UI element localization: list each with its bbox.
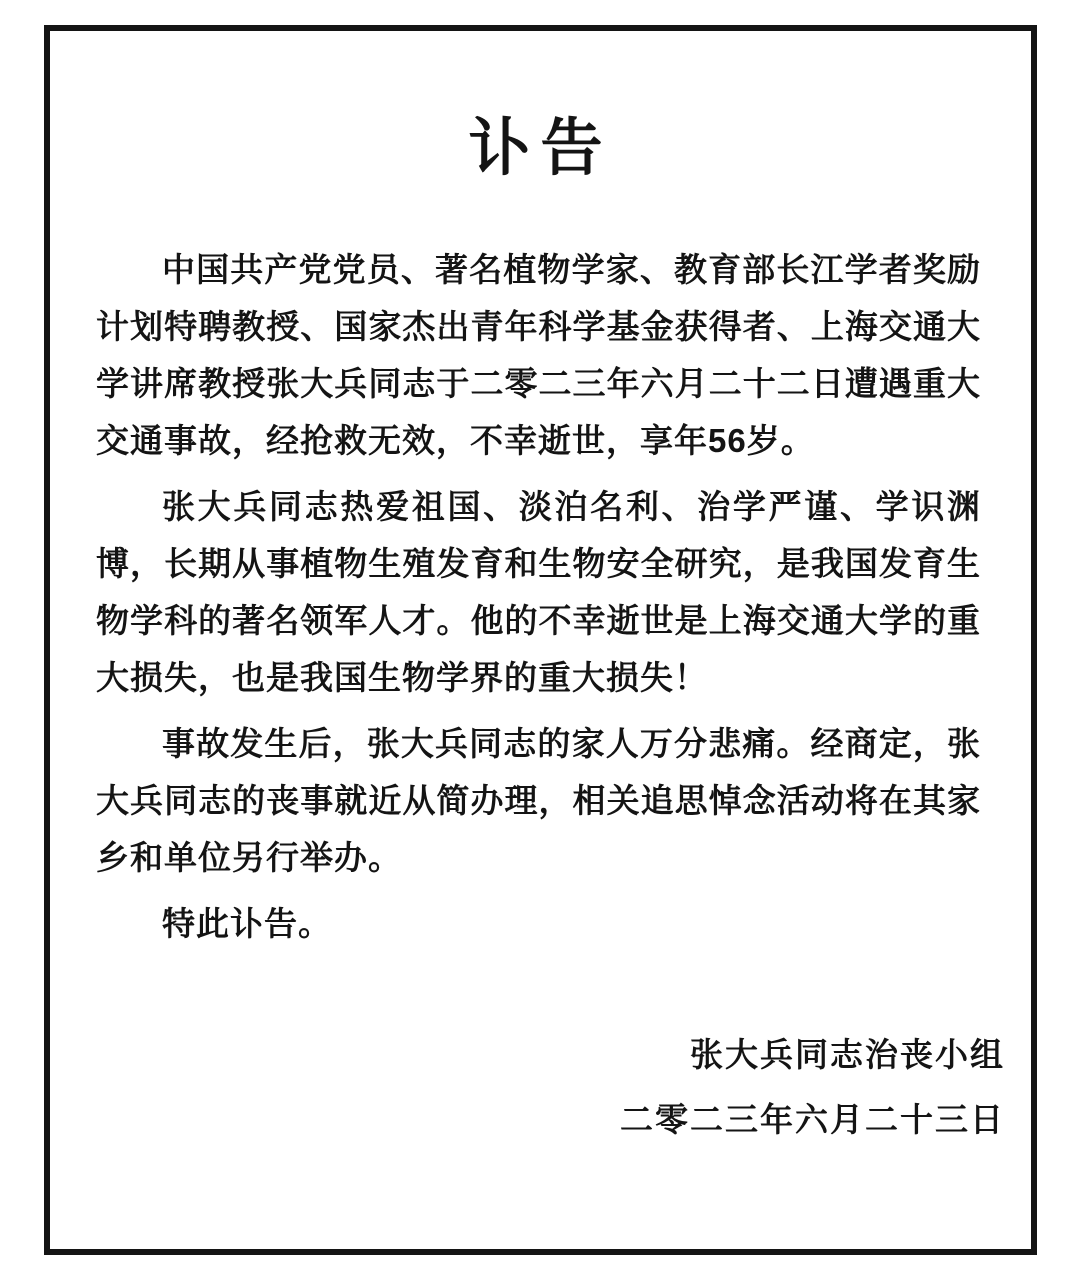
signature-date: 二零二三年六月二十三日 <box>620 1101 1005 1139</box>
notice-title: 讣告 <box>468 114 613 183</box>
notice-paragraph-1: 中国共产党党员、著名植物学家、教育部长江学者奖励计划特聘教授、国家杰出青年科学基金获得者、上海交通大学讲席教授张大兵同志于二零二三年六月二十二日遭遇重大交通事故，经抢救无效，不幸逝世，享年56岁。 <box>96 251 981 460</box>
signature-block <box>50 1022 1031 1152</box>
notice-body <box>96 241 981 952</box>
notice-frame <box>44 25 1037 1255</box>
notice-paragraph-3: 事故发生后，张大兵同志的家人万分悲痛。经商定，张大兵同志的丧事就近从简办理，相关追思悼念活动将在其家乡和单位另行举办。 <box>96 725 981 877</box>
notice-paragraph-2: 张大兵同志热爱祖国、淡泊名利、治学严谨、学识渊博，长期从事植物生殖发育和生物安全研究，是我国发育生物学科的著名领军人才。他的不幸逝世是上海交通大学的重大损失，也是我国生物学界的重大损失！ <box>96 488 981 697</box>
signature-organization: 张大兵同志治丧小组 <box>690 1036 1005 1074</box>
notice-closing-line: 特此讣告。 <box>162 905 332 943</box>
